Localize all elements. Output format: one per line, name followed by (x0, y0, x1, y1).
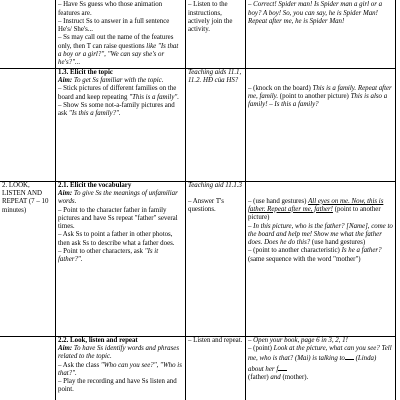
text-span: (father) (248, 373, 271, 381)
student-activity-cell (186, 0, 246, 68)
stage-cell (0, 181, 56, 336)
spoken-text: All eyes on me. Now, this is father. Repeat after me, father! (248, 197, 384, 213)
quote-text: "Who can you see?", "Who is that?". (58, 361, 182, 377)
teacher-activity-cell (56, 181, 186, 336)
text-span: (point to another picture) (278, 92, 351, 100)
text-span: – Ss may call out the name of the features only, then T can raise questions (58, 34, 174, 50)
section-heading: 2.2. Look, listen and repeat (58, 336, 138, 344)
teaching-aids-text: Teaching aids 11.1, 11.2. HĐ của HS? (188, 68, 242, 84)
text-span: – (knock on the board) (248, 84, 313, 92)
spoken-text: (Linda) about her f (248, 355, 377, 373)
table-row (0, 0, 396, 68)
teacher-language-cell (246, 0, 396, 68)
spoken-text: – Open your book, page 6 in 3, 2, 1! (248, 336, 348, 344)
aim-text: To get Ss familiar with the topic. (72, 76, 164, 84)
text-line (58, 85, 183, 102)
text-line (248, 223, 393, 248)
text-line (248, 198, 393, 223)
teaching-aids-text: Teaching aid 11.1.3 (188, 181, 242, 189)
text-line (58, 34, 183, 67)
fill-blank (345, 353, 354, 360)
quote-text: "This is a family". (129, 93, 179, 101)
spoken-text: – In this picture, who is the father? [Name], come to the board and help me! Show me what the father does. Does he do this? (248, 222, 393, 247)
spoken-text: This is also a family! – Is this a family? (248, 92, 388, 109)
student-activity-cell (186, 181, 246, 336)
aim-text: To have Ss identify words and phrases related to the topic. (58, 344, 180, 361)
text-line: – Ask Ss to point a father in other photos, then ask Ss to describe what a father does. (58, 231, 175, 247)
text-span: – (point to another characteristic) (248, 247, 342, 255)
table-row (0, 181, 396, 336)
student-activity-cell (186, 336, 246, 400)
text-span: – (point) (248, 344, 274, 352)
section-heading: 1.3. Elicit the topic (58, 68, 113, 76)
text-span: – Point to other characters, ask (58, 248, 145, 256)
text-span: – Ask the class (58, 361, 101, 369)
stage-title: 2. LOOK, LISTEN AND REPEAT (7 – 10 minutes) (2, 181, 49, 214)
aim-label: Aim: (58, 76, 73, 84)
aim-line (58, 345, 183, 362)
text-line (58, 102, 183, 119)
text-line: – Listen to the instructions, actively join the activity. (188, 1, 233, 34)
text-line (58, 362, 183, 379)
fill-blank (278, 364, 287, 371)
text-line (248, 345, 393, 374)
text-span: (mother). (280, 373, 309, 381)
text-line (248, 247, 393, 264)
text-span: – (use hand gestures) (248, 197, 309, 205)
teacher-language-cell (246, 336, 396, 400)
stage-cell (0, 68, 56, 181)
spoken-text: and (270, 373, 281, 381)
table-row (0, 336, 396, 400)
aim-text: To give Ss the meanings of unfamiliar words. (58, 189, 178, 206)
aim-line (58, 77, 183, 85)
spoken-text: Look at the picture, what can you see? Tell me, who is that? (Mai) is talking to (248, 344, 392, 363)
student-activity-cell (186, 68, 246, 181)
question-text: like "Is that a boy or a girl?", "We can say she's or he's?"... (58, 42, 179, 67)
text-line: – Instruct Ss to answer in a full sentence He's/ She's... (58, 17, 170, 34)
teacher-activity-cell (56, 336, 186, 400)
text-line: – Listen and repeat. (188, 336, 243, 344)
spoken-text: Is he a father? (341, 247, 382, 255)
text-line (248, 85, 393, 110)
table-row (0, 68, 396, 181)
text-line: – Play the recording and have Ss listen and point. (58, 378, 177, 394)
teacher-language-cell (246, 181, 396, 336)
teacher-language-cell (246, 68, 396, 181)
quote-text: "Is it father?". (58, 248, 159, 264)
text-line: – Point to the character father in family pictures and have Ss repeat "father" several times. (58, 206, 178, 231)
teacher-activity-cell (56, 0, 186, 68)
text-line: – Answer T's questions. (188, 197, 224, 214)
text-line: – Have Ss guess who those animation features are. (58, 1, 163, 17)
stage-cell (0, 0, 56, 68)
text-line: – Correct! Spider man! Is Spider man a girl or a boy? A boy! So, you can say, he is Spider Man! Repeat after me, he is Spider Man! (248, 1, 383, 25)
text-span: (same sequence with the word "mother") (248, 255, 361, 263)
teacher-activity-cell (56, 68, 186, 181)
aim-label: Aim: (58, 189, 73, 197)
text-line (58, 248, 183, 265)
quote-text: "Is this a family?". (68, 110, 121, 118)
aim-line (58, 190, 183, 207)
stage-cell (0, 336, 56, 400)
spoken-text: This is a family. Repeat after me, family. (248, 84, 392, 100)
section-heading: 2.1. Elicit the vocabulary (58, 181, 132, 189)
text-span: – Stick pictures of different families on the board and keep repeating (58, 85, 177, 101)
text-span: (point to another picture) (248, 205, 381, 222)
text-span: – Show Ss some not-a-family pictures and ask (58, 101, 175, 118)
text-span: (use hand gestures) (310, 239, 366, 247)
text-line (248, 374, 393, 382)
aim-label: Aim: (58, 344, 73, 352)
